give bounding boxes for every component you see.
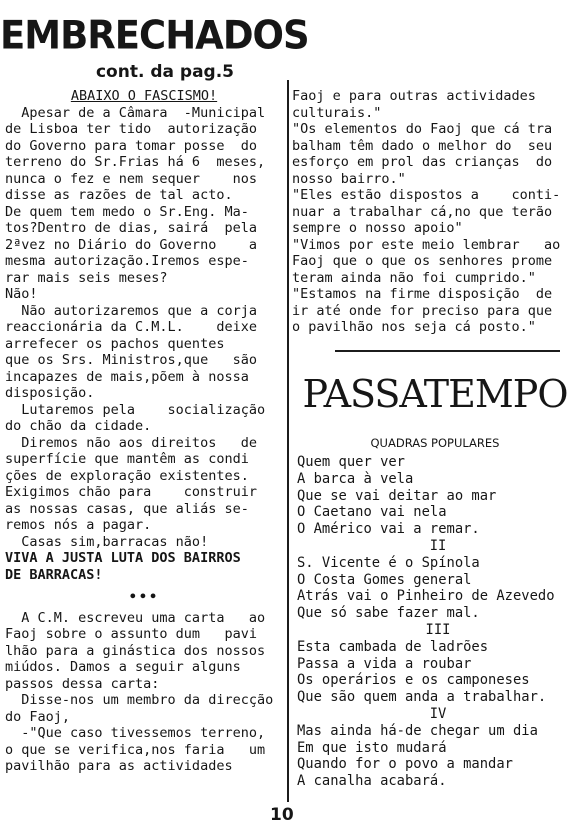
section-heading: ABAIXO O FASCISMO!	[70, 88, 218, 104]
text-line: disse as razões de tal acto.	[5, 187, 233, 203]
left-column	[5, 88, 283, 775]
section-separator: •••	[128, 589, 160, 605]
text-line: Que só sabe fazer mal.	[297, 605, 480, 622]
text-line: Faoj que o que os senhores prome	[292, 253, 553, 269]
text-line: do Governo para tomar posse do	[5, 137, 257, 154]
text-line: "Vimos por este meio lembrar ao	[292, 236, 561, 253]
text-line: "Eles estão dispostos a conti-	[292, 187, 561, 203]
text-line: o que se verifica,nos faria um	[5, 741, 266, 758]
article-header	[0, 12, 309, 82]
passatempo-subtitle: QUADRAS POPULARES	[370, 436, 500, 450]
text-line: Passa a vida a roubar	[297, 655, 472, 672]
stanza-numeral-3: III	[425, 621, 451, 638]
text-line: Exigimos chão para construir	[5, 484, 257, 500]
text-line: nosso bairro."	[292, 170, 406, 187]
right-paragraphs	[292, 88, 579, 336]
text-line: do Faoj,	[5, 708, 71, 725]
text-line: o pavilhão nos seja cá posto."	[292, 319, 536, 335]
passatempo-title: PASSATEMPO	[302, 372, 568, 416]
text-line: De quem tem medo o Sr.Eng. Ma-	[5, 203, 249, 220]
text-line: Que se vai deitar ao mar	[297, 487, 497, 504]
text-line: Atrás vai o Pinheiro de Azevedo	[297, 588, 555, 605]
text-line: remos nós a pagar.	[5, 517, 152, 533]
text-line: disposição.	[5, 385, 95, 401]
text-line: culturais."	[292, 104, 382, 121]
text-line: rar mais seis meses?	[5, 269, 168, 286]
text-line: passos dessa carta:	[5, 675, 160, 692]
text-line: A barca à vela	[297, 470, 414, 487]
text-line: do chão da cidade.	[5, 418, 152, 434]
text-line: teram ainda não foi cumprido."	[292, 269, 536, 286]
text-line: miúdos. Damos a seguir alguns	[5, 659, 241, 675]
text-line: terreno do Sr.Frias há 6 meses,	[5, 154, 266, 170]
text-line: "Estamos na firme disposição de	[292, 286, 553, 302]
text-line: "Os elementos do Faoj que cá tra	[292, 121, 553, 137]
text-line: tos?Dentro de dias, sairá pela	[5, 220, 257, 236]
stanza-2	[297, 555, 579, 622]
slogan	[5, 550, 283, 583]
text-line: Os operários e os camponeses	[297, 672, 530, 689]
text-line: nuar a trabalhar cá,no que terão	[292, 203, 553, 220]
stanza-3	[297, 639, 579, 706]
text-line: O Américo vai a remar.	[297, 521, 480, 538]
text-line: sempre o nosso apoio"	[292, 220, 463, 236]
text-line: Esta cambada de ladrões	[297, 638, 489, 655]
text-line: balham têm dado o melhor do seu	[292, 137, 553, 154]
stanza-4	[297, 723, 579, 790]
text-line: Não!	[5, 286, 38, 302]
text-line: Casas sim,barracas não!	[5, 533, 209, 550]
text-line: mesma autorização.Iremos espe-	[5, 253, 249, 269]
text-line: Quem quer ver	[297, 454, 405, 470]
text-line: ções de exploração existentes.	[5, 467, 249, 484]
text-line: as nossas casas, que aliás se-	[5, 500, 249, 517]
section-divider	[335, 350, 560, 352]
text-line: DE BARRACAS!	[5, 566, 103, 583]
text-line: -"Que caso tivessemos terreno,	[5, 725, 266, 741]
stanza-numeral-2: II	[429, 537, 447, 554]
text-line: incapazes de mais,põem à nossa	[5, 368, 249, 385]
text-line: superfície que mantêm as condi	[5, 451, 249, 467]
text-line: esforço em prol das crianças do	[292, 154, 553, 170]
text-line: Não autorizaremos que a corja	[5, 302, 257, 319]
text-line: Lutaremos pela socialização	[5, 401, 266, 418]
text-line: que os Srs. Ministros,que são	[5, 352, 257, 368]
text-line: Apesar de a Câmara -Municipal	[5, 104, 266, 121]
text-line: 2ªvez no Diário do Governo a	[5, 236, 257, 253]
text-line: A C.M. escreveu uma carta ao	[5, 609, 266, 626]
text-line: VIVA A JUSTA LUTA DOS BAIRROS	[5, 550, 241, 566]
text-line: S. Vicente é o Spínola	[297, 554, 480, 571]
text-line: Que são quem anda a trabalhar.	[297, 689, 547, 706]
text-line: Faoj sobre o assunto dum pavi	[5, 626, 257, 642]
stanza-numeral-4: IV	[429, 705, 447, 722]
continuation-note: cont. da pag.5	[95, 62, 235, 82]
column-divider	[287, 80, 289, 802]
text-line: Disse-nos um membro da direcção	[5, 692, 274, 708]
text-line: O Caetano vai nela	[297, 504, 447, 521]
text-line: Quando for o povo a mandar	[297, 756, 513, 773]
stanza-1	[297, 454, 579, 538]
text-line: lhão para a ginástica dos nossos	[5, 642, 266, 659]
poem-column	[297, 454, 579, 790]
text-line: de Lisboa ter tido autorização	[5, 121, 257, 137]
article-title: EMBRECHADOS	[0, 12, 309, 59]
text-line: arrefecer os pachos quentes	[5, 335, 225, 352]
text-line: pavilhão para as actividades	[5, 758, 233, 774]
page-number: 10	[270, 805, 294, 825]
text-line: O Costa Gomes general	[297, 571, 472, 588]
text-line: Mas ainda há-de chegar um dia	[297, 722, 538, 739]
text-line: nunca o fez e nem sequer nos	[5, 170, 257, 187]
left-paragraphs	[5, 105, 283, 551]
text-line: ir até onde for preciso para que	[292, 302, 553, 319]
text-line: Faoj e para outras actividades	[292, 88, 536, 104]
right-column	[292, 88, 579, 336]
text-line: Em que isto mudará	[297, 739, 447, 756]
text-line: reaccionária da C.M.L. deixe	[5, 319, 257, 335]
text-line: Diremos não aos direitos de	[5, 434, 257, 451]
text-line: A canalha acabará.	[297, 773, 447, 790]
letter-paragraphs	[5, 610, 283, 775]
